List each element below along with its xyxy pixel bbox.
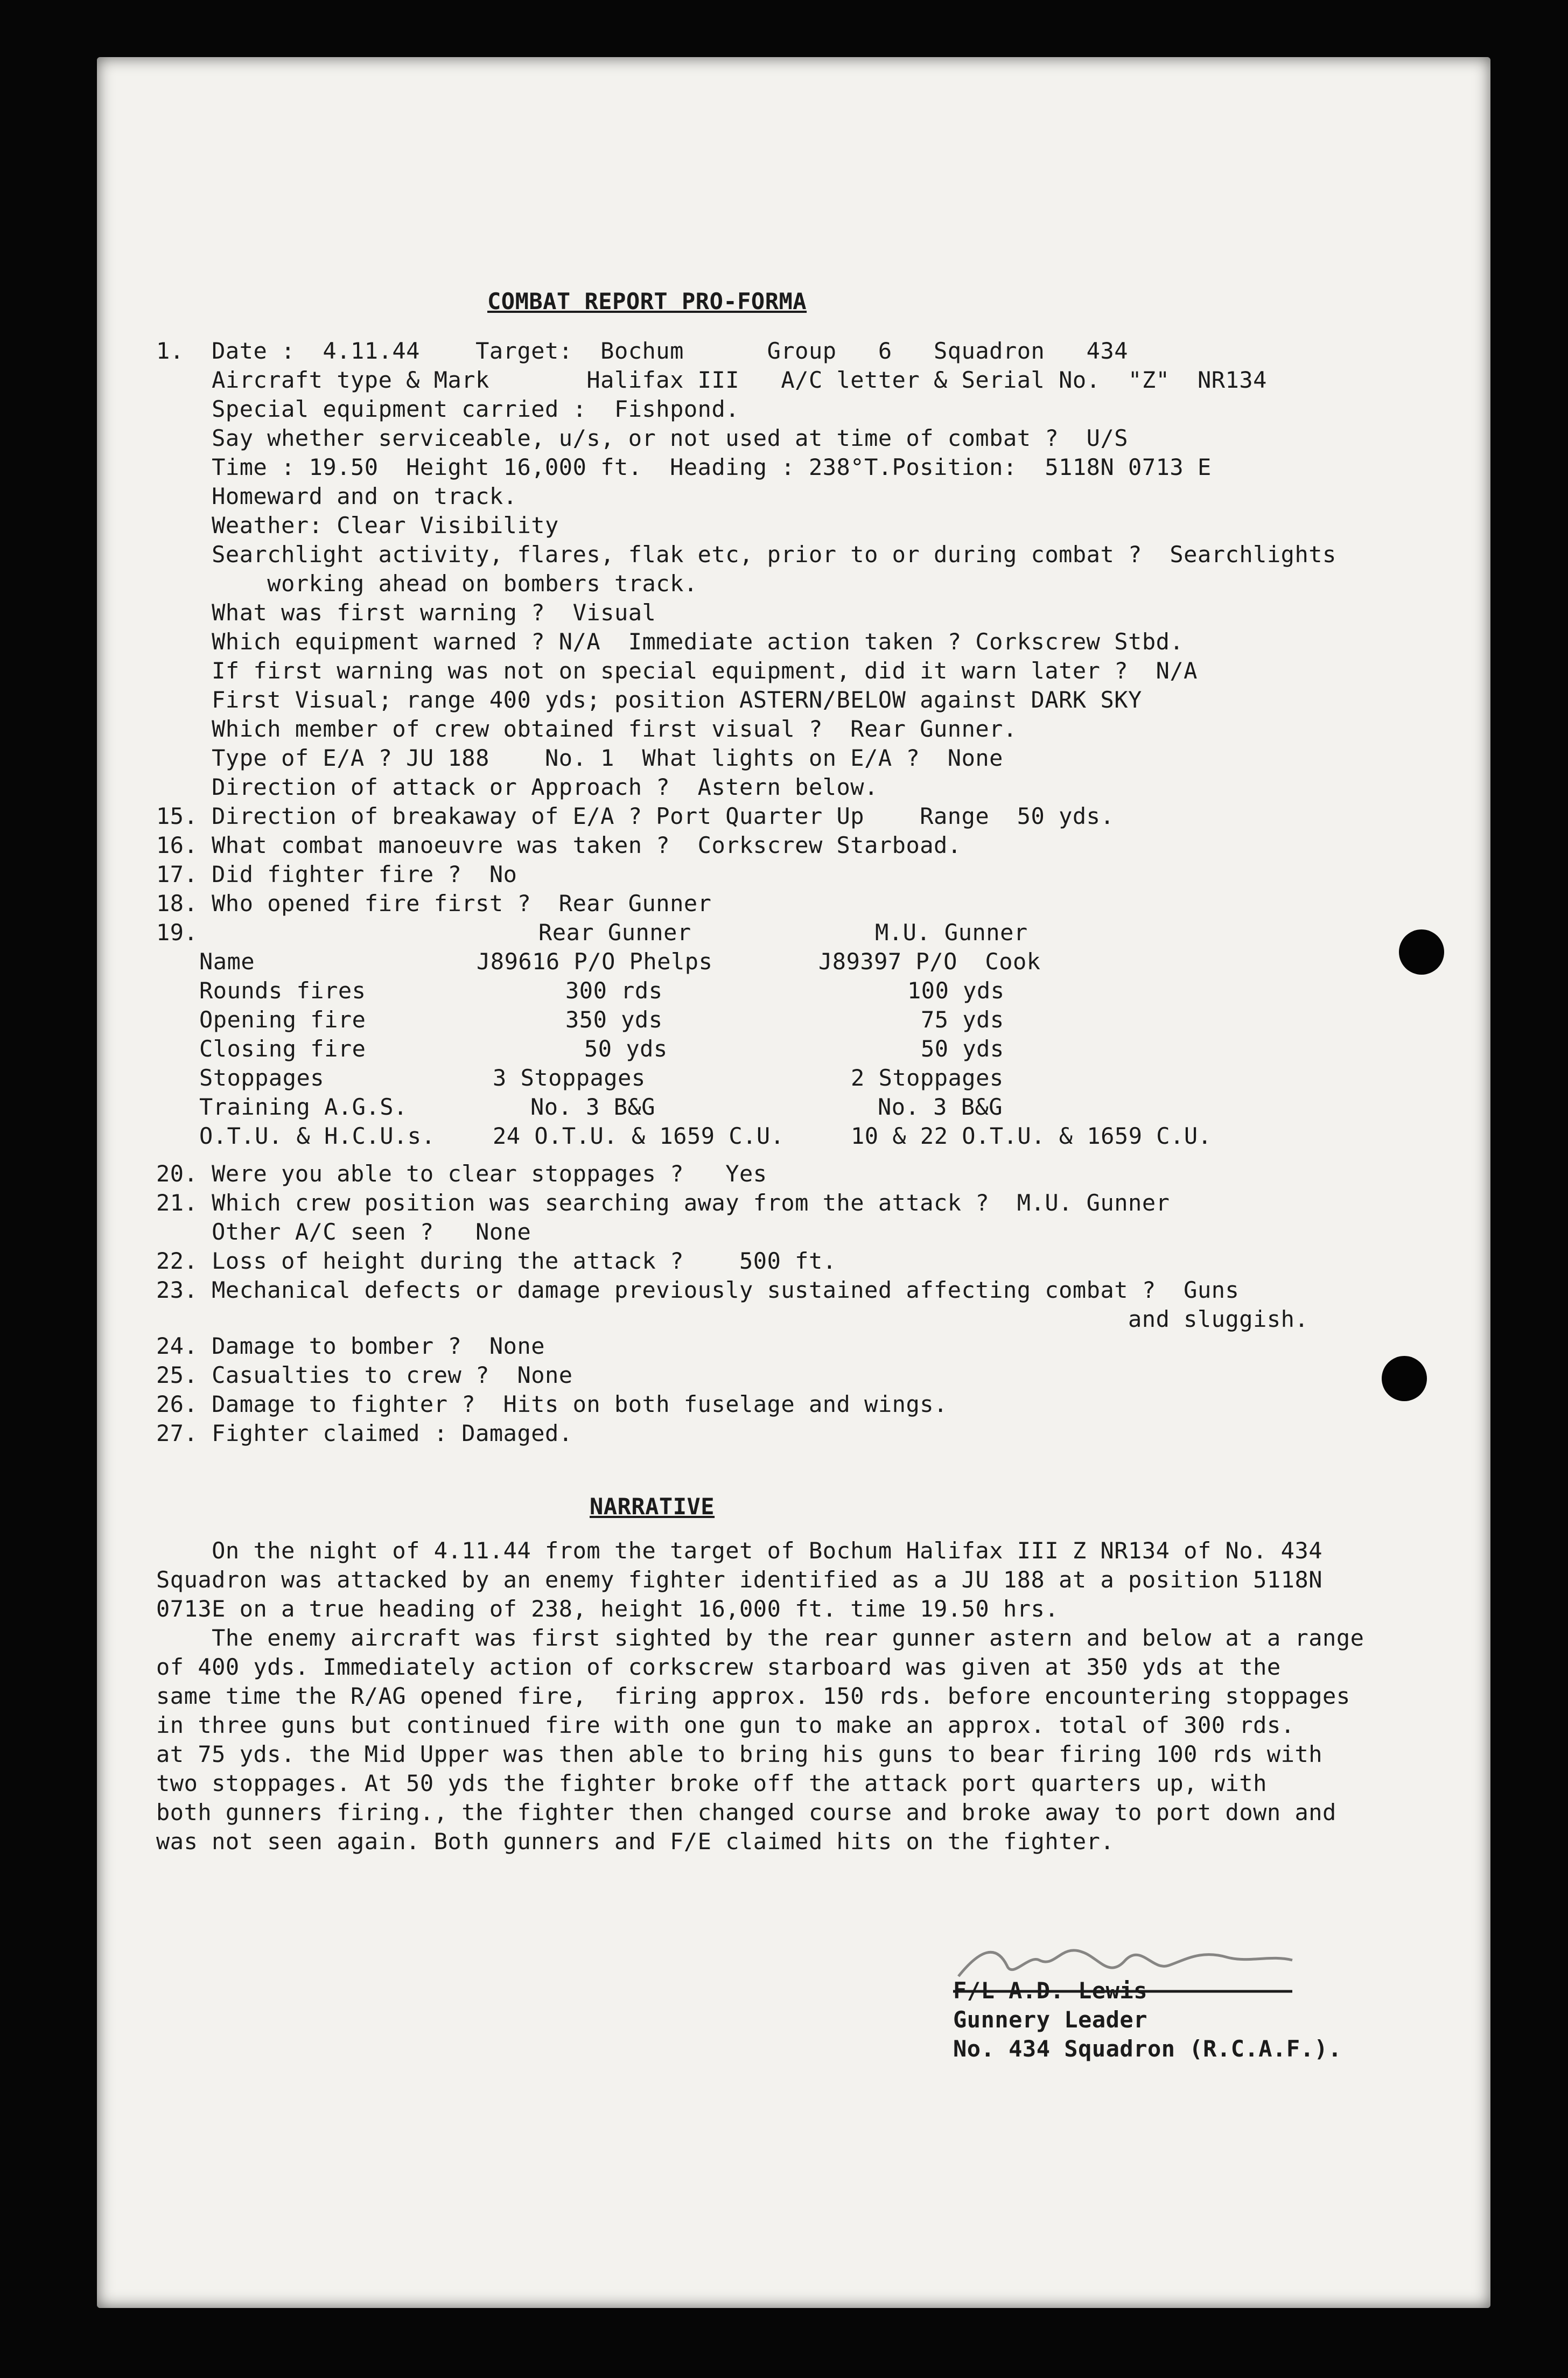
narrative-line: at 75 yds. the Mid Upper was then able to bring his guns to bear firing 100 rds with (156, 1741, 1323, 1767)
line-crew-searching: 21. Which crew position was searching away from the attack ? M.U. Gunner (156, 1190, 1170, 1216)
gunner-row-rear: 3 Stoppages (493, 1065, 646, 1091)
gunner-row-mu: 2 Stoppages (851, 1065, 1004, 1091)
narrative-line: two stoppages. At 50 yds the fighter broke off the attack port quarters up, with (156, 1770, 1267, 1796)
line-first-visual: First Visual; range 400 yds; position ASTERN/BELOW against DARK SKY (156, 687, 1142, 713)
gunner-header-mu: M.U. Gunner (875, 919, 1028, 946)
gunner-row-label: Name (199, 948, 255, 975)
gunner-row-label: Stoppages (199, 1065, 325, 1091)
gunner-row-rear: 350 yds (565, 1006, 663, 1033)
line-fighter-fire: 17. Did fighter fire ? No (156, 861, 517, 887)
narrative-line: both gunners firing., the fighter then changed course and broke away to port down and (156, 1799, 1336, 1826)
gunner-row-mu: J89397 P/O Cook (818, 948, 1041, 975)
gunner-row-mu: 10 & 22 O.T.U. & 1659 C.U. (851, 1123, 1212, 1149)
line-fighter-claimed: 27. Fighter claimed : Damaged. (156, 1420, 573, 1446)
narrative-line: Squadron was attacked by an enemy fighter identified as a JU 188 at a position 5118N (156, 1566, 1323, 1593)
line-date: 1. Date : 4.11.44 Target: Bochum Group 6 Squadron 434 (156, 338, 1129, 364)
line-searchlight-cont: working ahead on bombers track. (156, 570, 698, 597)
line-searchlight: Searchlight activity, flares, flak etc, prior to or during combat ? Searchlights (156, 541, 1336, 568)
line-weather: Weather: Clear Visibility (156, 512, 559, 538)
line-mechanical-cont: and sluggish. (1128, 1306, 1309, 1332)
line-manoeuvre: 16. What combat manoeuvre was taken ? Corkscrew Starboad. (156, 832, 962, 858)
line-equipment-warned: Which equipment warned ? N/A Immediate action taken ? Corkscrew Stbd. (156, 628, 1184, 655)
gunner-row-rear: No. 3 B&G (530, 1094, 656, 1120)
line-special-equipment: Special equipment carried : Fishpond. (156, 396, 740, 422)
line-opened-fire: 18. Who opened fire first ? Rear Gunner (156, 890, 712, 917)
narrative-line: of 400 yds. Immediately action of corkscrew starboard was given at 350 yds at the (156, 1654, 1281, 1680)
line-mechanical-defects: 23. Mechanical defects or damage previously sustained affecting combat ? Guns (156, 1277, 1240, 1303)
gunner-row-rear: 50 yds (584, 1036, 668, 1062)
gunner-row-mu: No. 3 B&G (878, 1094, 1003, 1120)
report-title: COMBAT REPORT PRO-FORMA (487, 288, 807, 314)
line-homeward: Homeward and on track. (156, 483, 517, 509)
narrative-line: was not seen again. Both gunners and F/E claimed hits on the fighter. (156, 1828, 1115, 1855)
line-type-ea: Type of E/A ? JU 188 No. 1 What lights on E/A ? None (156, 745, 1003, 771)
line-breakaway: 15. Direction of breakaway of E/A ? Port Quarter Up Range 50 yds. (156, 803, 1115, 829)
line-loss-height: 22. Loss of height during the attack ? 500 ft. (156, 1248, 837, 1274)
gunner-row-mu: 50 yds (921, 1036, 1004, 1062)
gunner-row-rear: 300 rds (565, 977, 663, 1004)
narrative-line: in three guns but continued fire with one gun to make an approx. total of 300 rds. (156, 1712, 1295, 1738)
gunner-row-label: Opening fire (199, 1006, 366, 1033)
gunner-row-rear: J89616 P/O Phelps (477, 948, 713, 975)
narrative-title: NARRATIVE (590, 1493, 715, 1520)
gunner-row-label: O.T.U. & H.C.U.s. (199, 1123, 436, 1149)
line-crew-visual: Which member of crew obtained first visual ? Rear Gunner. (156, 716, 1017, 742)
narrative-line: On the night of 4.11.44 from the target of Bochum Halifax III Z NR134 of No. 434 (156, 1537, 1323, 1564)
line-damage-fighter: 26. Damage to fighter ? Hits on both fuselage and wings. (156, 1391, 948, 1417)
gunner-row-label: Closing fire (199, 1036, 366, 1062)
gunner-row-label: Training A.G.S. (199, 1094, 408, 1120)
gunner-row-label: Rounds fires (199, 977, 366, 1004)
punch-hole (1382, 1356, 1427, 1401)
narrative-line: 0713E on a true heading of 238, height 16,000 ft. time 19.50 hrs. (156, 1596, 1059, 1622)
line-time-height: Time : 19.50 Height 16,000 ft. Heading : 238°T.Position: 5118N 0713 E (156, 454, 1212, 480)
narrative-line: The enemy aircraft was first sighted by the rear gunner astern and below at a range (156, 1625, 1364, 1651)
line-clear-stoppages: 20. Were you able to clear stoppages ? Yes (156, 1160, 767, 1187)
gunner-row-rear: 24 O.T.U. & 1659 C.U. (493, 1123, 785, 1149)
line-aircraft: Aircraft type & Mark Halifax III A/C letter & Serial No. "Z" NR134 (156, 367, 1267, 393)
line-casualties: 25. Casualties to crew ? None (156, 1362, 573, 1388)
line-serviceable: Say whether serviceable, u/s, or not used at time of combat ? U/S (156, 425, 1129, 451)
line-first-warning: What was first warning ? Visual (156, 599, 656, 626)
signature-unit: No. 434 Squadron (R.C.A.F.). (953, 2036, 1342, 2062)
gunner-row-mu: 100 yds (907, 977, 1005, 1004)
signature-role: Gunnery Leader (953, 2006, 1148, 2033)
narrative-line: same time the R/AG opened fire, firing approx. 150 rds. before encountering stoppages (156, 1683, 1350, 1709)
line-damage-bomber: 24. Damage to bomber ? None (156, 1333, 545, 1359)
signature-name: F/L A.D. Lewis (953, 1977, 1148, 2004)
gunner-header-rear: Rear Gunner (538, 919, 691, 946)
gunner-row-mu: 75 yds (921, 1006, 1004, 1033)
punch-hole (1399, 929, 1444, 975)
line-other-ac: Other A/C seen ? None (156, 1219, 531, 1245)
line-warn-later: If first warning was not on special equipment, did it warn later ? N/A (156, 658, 1198, 684)
line-direction-attack: Direction of attack or Approach ? Astern below. (156, 774, 878, 800)
line-19: 19. (156, 919, 198, 946)
